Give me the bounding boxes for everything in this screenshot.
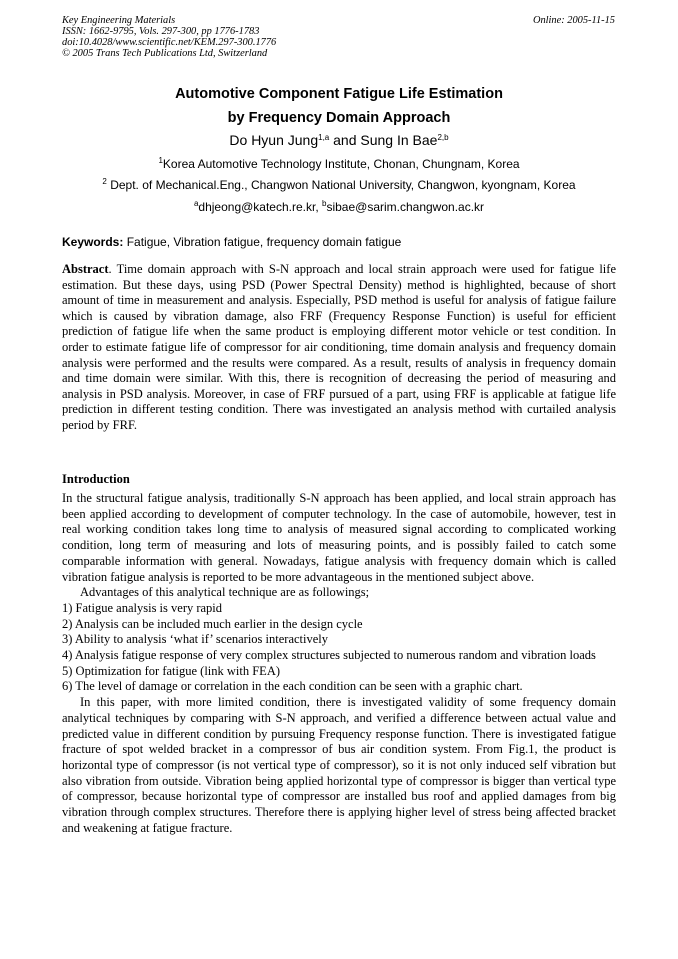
author-emails bbox=[62, 199, 616, 215]
title-line-1: Automotive Component Fatigue Life Estimation bbox=[175, 86, 503, 102]
advantage-item-5: 5) Optimization for fatigue (link with FEA) bbox=[62, 663, 281, 678]
paper-title bbox=[62, 82, 616, 130]
author-1: Do Hyun Jung bbox=[229, 132, 319, 148]
author-2: Sung In Bae bbox=[360, 132, 438, 148]
section-heading-introduction: Introduction bbox=[62, 472, 130, 486]
intro-paragraph-2: Advantages of this analytical technique are as followings; bbox=[80, 585, 370, 600]
introduction-body bbox=[62, 491, 616, 836]
advantage-item-2: 2) Analysis can be included much earlier in the design cycle bbox=[62, 616, 363, 631]
title-line-2: by Frequency Domain Approach bbox=[227, 110, 451, 126]
author-2-sup: 2,b bbox=[437, 133, 449, 142]
intro-paragraph-1: In the structural fatigue analysis, traditionally S-N approach has been applied, and local strain approach has been applied according to development of computer technology. In the case of automobile, however, test in real working condition takes long time to analysis of measured signal according to complicated working condition, long term of measuring and lots of measuring points, and is possibly failed to catch some comparable information with general. Nowadays, fatigue analysis with frequency domain which is called vibration fatigue analysis is reported to be more advantageous in the mentioned subject above. bbox=[62, 491, 616, 584]
keywords-text: Fatigue, Vibration fatigue, frequency domain fatigue bbox=[123, 235, 402, 249]
keywords-label: Keywords: bbox=[62, 235, 124, 249]
email-a: dhjeong@katech.re.kr, bbox=[198, 200, 322, 214]
online-date: Online: 2005-11-15 bbox=[532, 15, 615, 26]
affiliation-1-text: Korea Automotive Technology Institute, Chonan, Chungnam, Korea bbox=[162, 157, 520, 171]
abstract bbox=[62, 262, 616, 434]
advantage-item-6: 6) The level of damage or correlation in the each condition can be seen with a graphic chart. bbox=[62, 679, 523, 694]
affiliation-2-sup: 2 bbox=[102, 177, 107, 186]
author-1-sup: 1,a bbox=[318, 133, 330, 142]
advantage-item-4: 4) Analysis fatigue response of very complex structures subjected to numerous random and vibration loads bbox=[62, 648, 596, 663]
affiliation-2-text: Dept. of Mechanical.Eng., Changwon National University, Changwon, kyongnam, Korea bbox=[106, 178, 576, 192]
affiliation-1-sup: 1 bbox=[158, 156, 163, 165]
journal-doi: doi:10.4028/www.scientific.net/KEM.297-300.1776 bbox=[62, 37, 277, 48]
email-a-sup: a bbox=[193, 199, 199, 208]
journal-issn: ISSN: 1662-9795, Vols. 297-300, pp 1776-1783 bbox=[62, 26, 260, 37]
author-conjunction: and bbox=[329, 132, 361, 148]
abstract-label: Abstract bbox=[62, 262, 109, 276]
journal-header bbox=[62, 15, 615, 59]
advantage-item-3: 3) Ability to analysis ‘what if’ scenarios interactively bbox=[62, 632, 329, 647]
email-b-sup: b bbox=[322, 199, 327, 208]
advantage-item-1: 1) Fatigue analysis is very rapid bbox=[62, 600, 223, 615]
intro-paragraph-3: In this paper, with more limited condition, there is investigated validity of some frequency domain analytical techniques by comparing with S-N approach, and verified a difference between actual value and predicted value in different condition by pursuing Frequency response function. There is investigated fatigue fracture of spot welded bracket in a compressor of bus air condition system. From Fig.1, the product is horizontal type of compressor (is not vertical type of compressor), so it is not only induced self vibration but also vibration from outside. Vibration being applied horizontal type of compressor is bigger than vertical type of compressor, because horizontal type of compressor are installed bus roof and applied damages from big vibration through complex structures. Therefore there is applying higher level of stress being affected bracket and weakening at fatigue fracture. bbox=[62, 695, 616, 835]
keywords bbox=[62, 234, 616, 250]
author-list bbox=[62, 130, 616, 150]
journal-name: Key Engineering Materials bbox=[62, 15, 176, 26]
affiliation-2 bbox=[62, 177, 616, 193]
abstract-text: . Time domain approach with S-N approach and local strain approach were used for fatigue life estimation. But these days, using PSD (Power Spectral Density) method is highlighted, because of short amount of time in measurement and analysis. Especially, PSD method is useful for analysis of fatigue failure which is caused by vibration damage, also FRF (Frequency Response Function) is useful for efficient prediction of fatigue life when the same product is employing different motor vehicle or test condition. In order to estimate fatigue life of compressor for air conditioning, time domain analysis and frequency domain analysis were performed and the results were compared. As a result, results of analysis in frequency domain and time domain were similar. With this, there is recognition of decreasing the period of measuring and analysis in PSD analysis. Moreover, in case of FRF pursued of a part, using FRF is applicable at fatigue life prediction in different testing condition. There was investigated an analysis method with curtailed analysis period by FRF. bbox=[62, 262, 616, 432]
journal-copyright: © 2005 Trans Tech Publications Ltd, Switzerland bbox=[62, 48, 268, 59]
email-b: sibae@sarim.changwon.ac.kr bbox=[326, 200, 485, 214]
affiliation-1 bbox=[62, 156, 616, 172]
